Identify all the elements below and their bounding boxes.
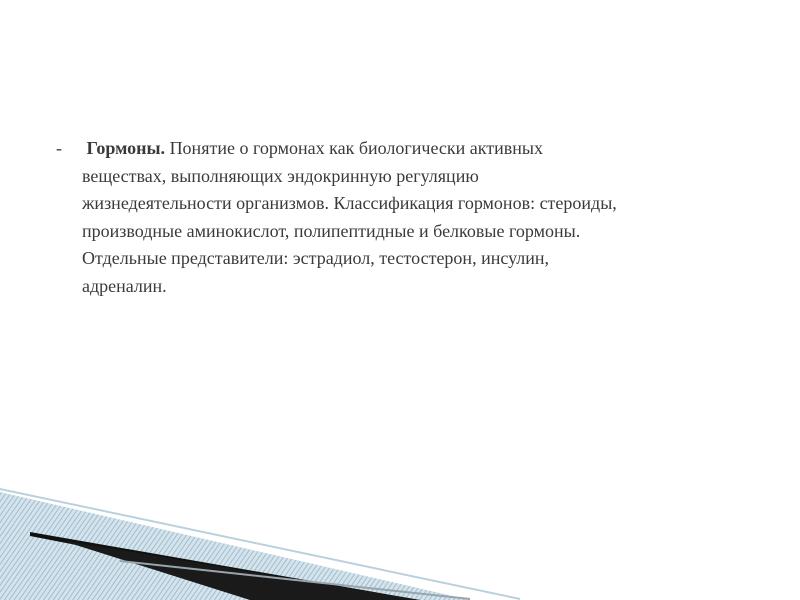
bullet-text [82, 135, 757, 300]
text-line-1 [82, 135, 757, 163]
text-line-2: веществах, выполняющих эндокринную регуляцию [82, 165, 479, 186]
decorative-wave [0, 480, 800, 600]
bullet-marker: - [56, 138, 62, 158]
text-line-4: производные аминокислот, полипептидные и белковые гормоны. [82, 220, 581, 241]
text-line-3: жизнедеятельности организмов. Классификация гормонов: стероиды, [82, 193, 617, 213]
text-line-6: адреналин. [82, 275, 167, 296]
term-label: Гормоны. [86, 138, 166, 158]
text-line-1-rest: Понятие о гормонах как биологически активных [165, 138, 543, 158]
text-line-5: Отдельные представители: эстрадиол, тестостерон, инсулин, [82, 248, 550, 268]
